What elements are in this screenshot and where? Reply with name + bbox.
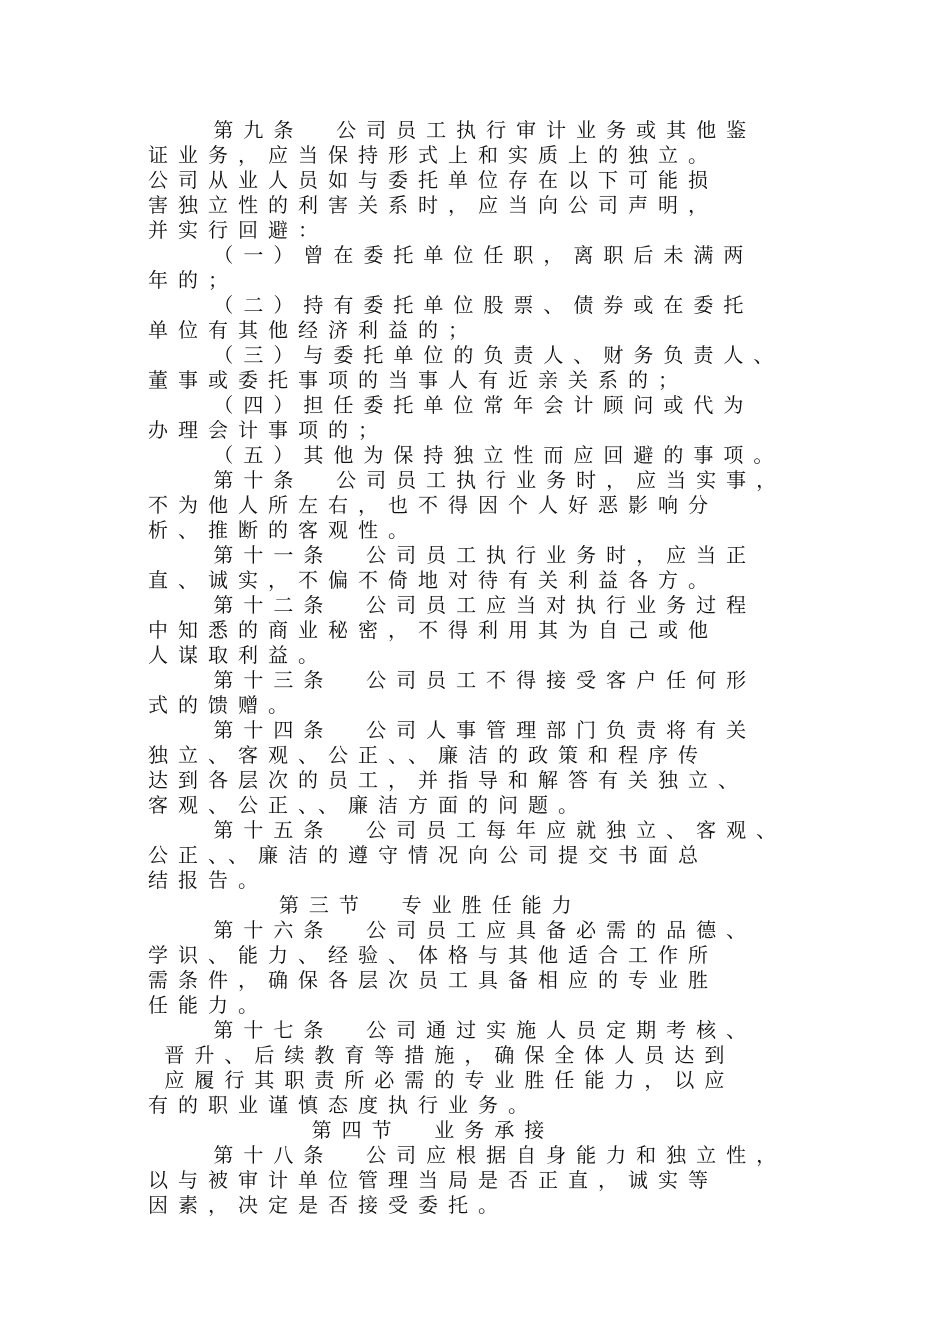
text-line: （三）与委托单位的负责人、财务负责人、 <box>148 343 784 367</box>
text-line: 第十四条 公司人事管理部门负责将有关 <box>148 718 757 742</box>
text-line: 第三节 专业胜任能力 <box>148 893 582 917</box>
text-line: 任能力。 <box>148 993 268 1017</box>
text-line: 独立、客观、公正、、廉洁的政策和程序传 <box>148 743 708 767</box>
text-line: 办理会计事项的； <box>148 418 388 442</box>
text-line: 需条件，确保各层次员工具备相应的专业胜 <box>148 968 718 992</box>
text-line: 晋升、后续教育等措施，确保全体人员达到 <box>148 1043 735 1067</box>
text-line: 学识、能力、经验、体格与其他适合工作所 <box>148 943 718 967</box>
document-body <box>148 118 828 1218</box>
text-line: （一）曾在委托单位任职，离职后未满两 <box>148 243 754 267</box>
text-line: 并实行回避： <box>148 218 328 242</box>
text-line: 以与被审计单位管理当局是否正直，诚实等 <box>148 1168 718 1192</box>
text-line: 公司从业人员如与委托单位存在以下可能损 <box>148 168 718 192</box>
text-line: 董事或委托事项的当事人有近亲关系的； <box>148 368 688 392</box>
text-line: 式的馈赠。 <box>148 693 298 717</box>
text-line: 客观、公正、、廉洁方面的问题。 <box>148 793 588 817</box>
text-line: 不为他人所左右，也不得因个人好恶影响分 <box>148 493 718 517</box>
text-line: 有的职业谨慎态度执行业务。 <box>148 1093 538 1117</box>
text-line: 害独立性的利害关系时，应当向公司声明， <box>148 193 718 217</box>
text-line: 第十一条 公司员工执行业务时，应当正 <box>148 543 757 567</box>
text-line: 第十七条 公司通过实施人员定期考核、 <box>148 1018 757 1042</box>
text-line: 应履行其职责所必需的专业胜任能力，以应 <box>148 1068 735 1092</box>
text-line: 单位有其他经济利益的； <box>148 318 478 342</box>
text-line: （二）持有委托单位股票、债券或在委托 <box>148 293 754 317</box>
text-line: 年的； <box>148 268 238 292</box>
text-line: 第四节 业务承接 <box>148 1118 555 1142</box>
text-line: 达到各层次的员工，并指导和解答有关独立、 <box>148 768 748 792</box>
text-line: 第十六条 公司员工应具备必需的品德、 <box>148 918 757 942</box>
text-line: （四）担任委托单位常年会计顾问或代为 <box>148 393 754 417</box>
text-line: 证业务，应当保持形式上和实质上的独立。 <box>148 143 718 167</box>
text-line: 中知悉的商业秘密，不得利用其为自己或他 <box>148 618 718 642</box>
text-line: 直、诚实，不偏不倚地对待有关利益各方。 <box>148 568 718 592</box>
text-line: 公正、、廉洁的遵守情况向公司提交书面总 <box>148 843 708 867</box>
text-line: 第十条 公司员工执行业务时，应当实事， <box>148 468 787 492</box>
text-line: 结报告。 <box>148 868 268 892</box>
text-line: 第九条 公司员工执行审计业务或其他鉴 <box>148 118 757 142</box>
text-line: （五）其他为保持独立性而应回避的事项。 <box>148 443 784 467</box>
text-line: 人谋取利益。 <box>148 643 328 667</box>
text-line: 第十五条 公司员工每年应就独立、客观、 <box>148 818 787 842</box>
text-line: 第十八条 公司应根据自身能力和独立性， <box>148 1143 787 1167</box>
text-line: 第十二条 公司员工应当对执行业务过程 <box>148 593 757 617</box>
text-line: 因素，决定是否接受委托。 <box>148 1193 508 1217</box>
text-line: 第十三条 公司员工不得接受客户任何形 <box>148 668 757 692</box>
text-line: 析、推断的客观性。 <box>148 518 418 542</box>
